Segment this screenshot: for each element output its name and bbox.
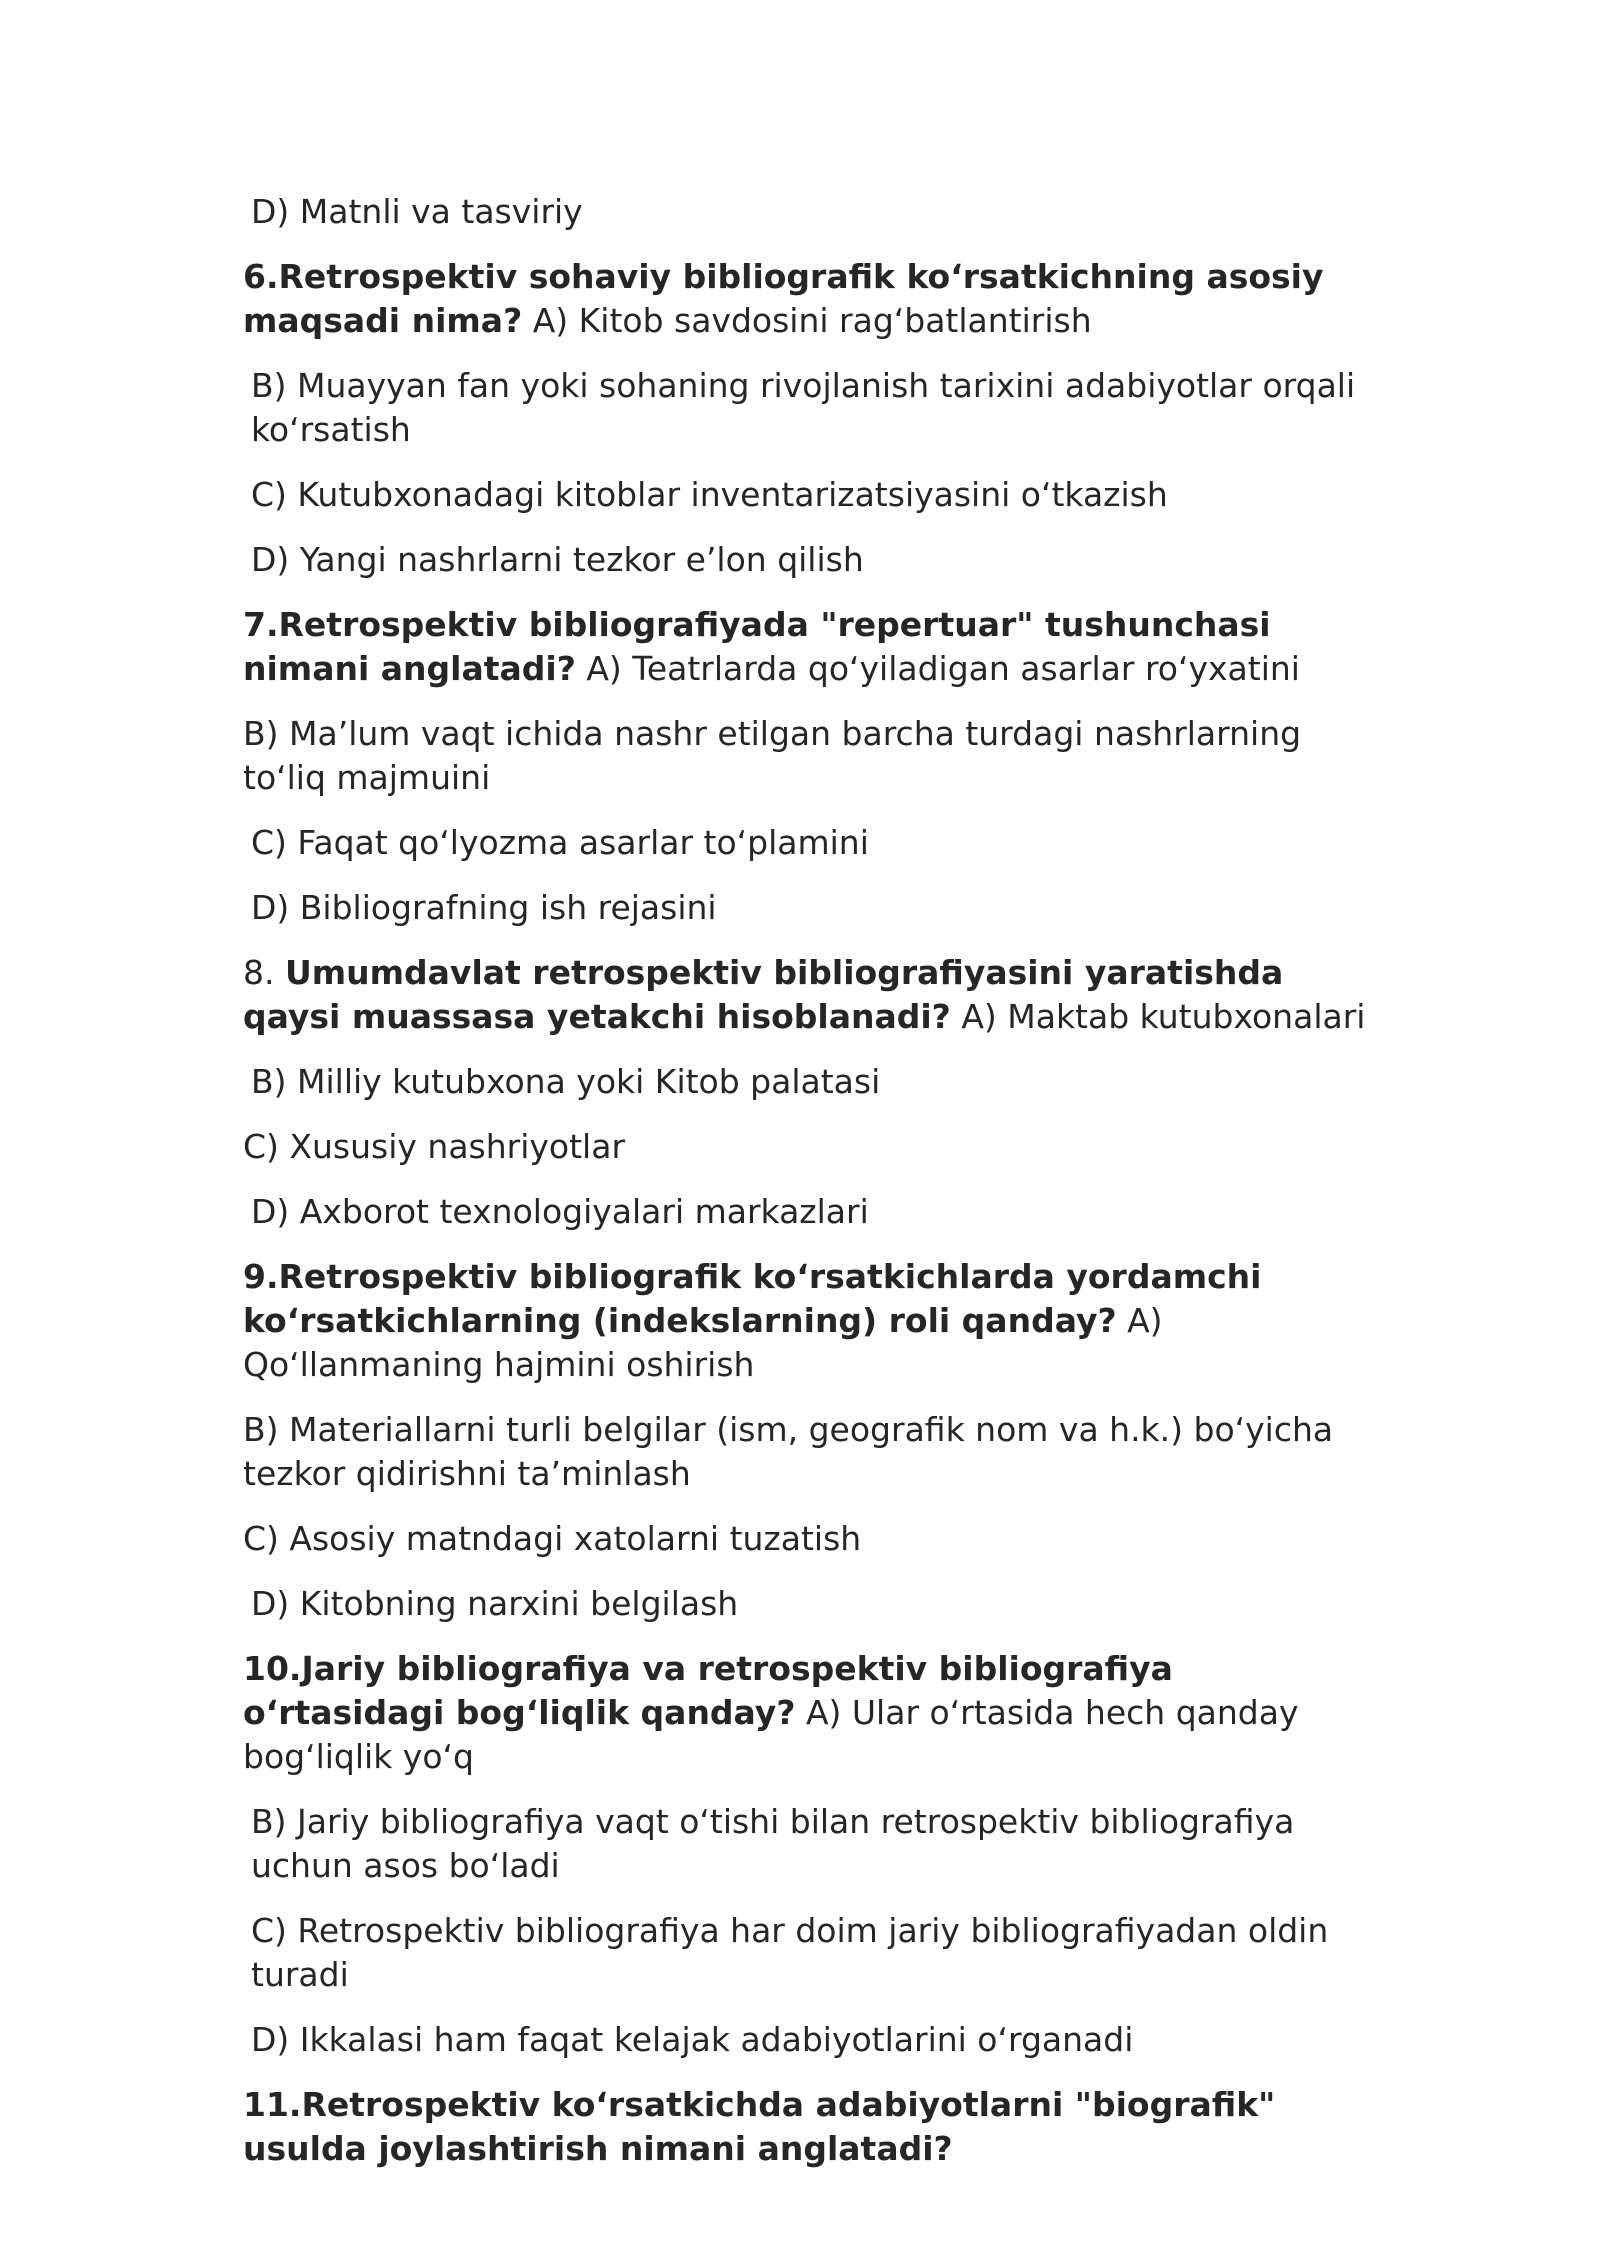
option-a: A) Qoʻllanmaning hajmini oshirish (243, 1301, 1163, 1384)
question-text: 7.Retrospektiv bibliografiyada "repertuar" tushunchasi nimani anglatadi? (243, 605, 1271, 688)
option-c: C) Kutubxonadagi kitoblar inventarizatsiyasini oʻtkazish (251, 475, 1168, 514)
option-a: A) Teatrlarda qoʻyiladigan asarlar roʻyxatini (575, 649, 1300, 688)
option-a: A) Maktab kutubxonalari (950, 997, 1366, 1036)
question-text: 9.Retrospektiv bibliografik koʻrsatkichlarda yordamchi koʻrsatkichlarning (indekslarning) roli qanday? (243, 1257, 1262, 1340)
question-text: Umumdavlat retrospektiv bibliografiyasini yaratishda qaysi muassasa yetakchi hisoblanadi? (243, 953, 1284, 1036)
option-d: D) Yangi nashrlarni tezkor e’lon qilish (251, 540, 864, 579)
option-d: D) Axborot texnologiyalari markazlari (251, 1192, 869, 1231)
question-list (243, 255, 1373, 2171)
option-b: B) Maʼlum vaqt ichida nashr etilgan barcha turdagi nashrlarning toʻliq majmuini (243, 714, 1302, 797)
question-number: 8. (243, 953, 285, 992)
question-6 (243, 255, 1373, 343)
option-c: C) Xususiy nashriyotlar (243, 1127, 626, 1166)
option-a: A) Ular oʻrtasida hech qanday bogʻliqlik yoʻq (243, 1693, 1299, 1776)
option-c: C) Faqat qoʻlyozma asarlar toʻplamini (251, 823, 869, 862)
document-page (243, 190, 1373, 2192)
question-10 (243, 1647, 1373, 1779)
option-b: B) Milliy kutubxona yoki Kitob palatasi (251, 1062, 881, 1101)
option-b: B) Muayyan fan yoki sohaning rivojlanish tarixini adabiyotlar orqali koʻrsatish (251, 366, 1356, 449)
option-c: C) Retrospektiv bibliografiya har doim jariy bibliografiyadan oldin turadi (251, 1911, 1329, 1994)
option-d: D) Kitobning narxini belgilash (251, 1584, 739, 1623)
option-d-q5: D) Matnli va tasviriy (251, 192, 583, 231)
question-7 (243, 603, 1373, 691)
question-text: 11.Retrospektiv koʻrsatkichda adabiyotlarni "biografik" usulda joylashtirish nimani anglatadi? (243, 2085, 1276, 2168)
question-9 (243, 1255, 1373, 1387)
option-d: D) Bibliografning ish rejasini (251, 888, 717, 927)
option-c: C) Asosiy matndagi xatolarni tuzatish (243, 1519, 862, 1558)
question-text: 10.Jariy bibliografiya va retrospektiv bibliografiya oʻrtasidagi bogʻliqlik qanday? (243, 1649, 1173, 1732)
option-d: D) Ikkalasi ham faqat kelajak adabiyotlarini oʻrganadi (251, 2020, 1134, 2059)
option-b: B) Jariy bibliografiya vaqt oʻtishi bilan retrospektiv bibliografiya uchun asos boʻladi (251, 1802, 1295, 1885)
question-11 (243, 2083, 1373, 2171)
question-text: 6.Retrospektiv sohaviy bibliografik koʻrsatkichning asosiy maqsadi nima? (243, 257, 1324, 340)
question-8 (243, 951, 1373, 1039)
option-b: B) Materiallarni turli belgilar (ism, geografik nom va h.k.) boʻyicha tezkor qidirishni taʼminlash (243, 1410, 1334, 1493)
option-a: A) Kitob savdosini ragʻbatlantirish (522, 301, 1092, 340)
